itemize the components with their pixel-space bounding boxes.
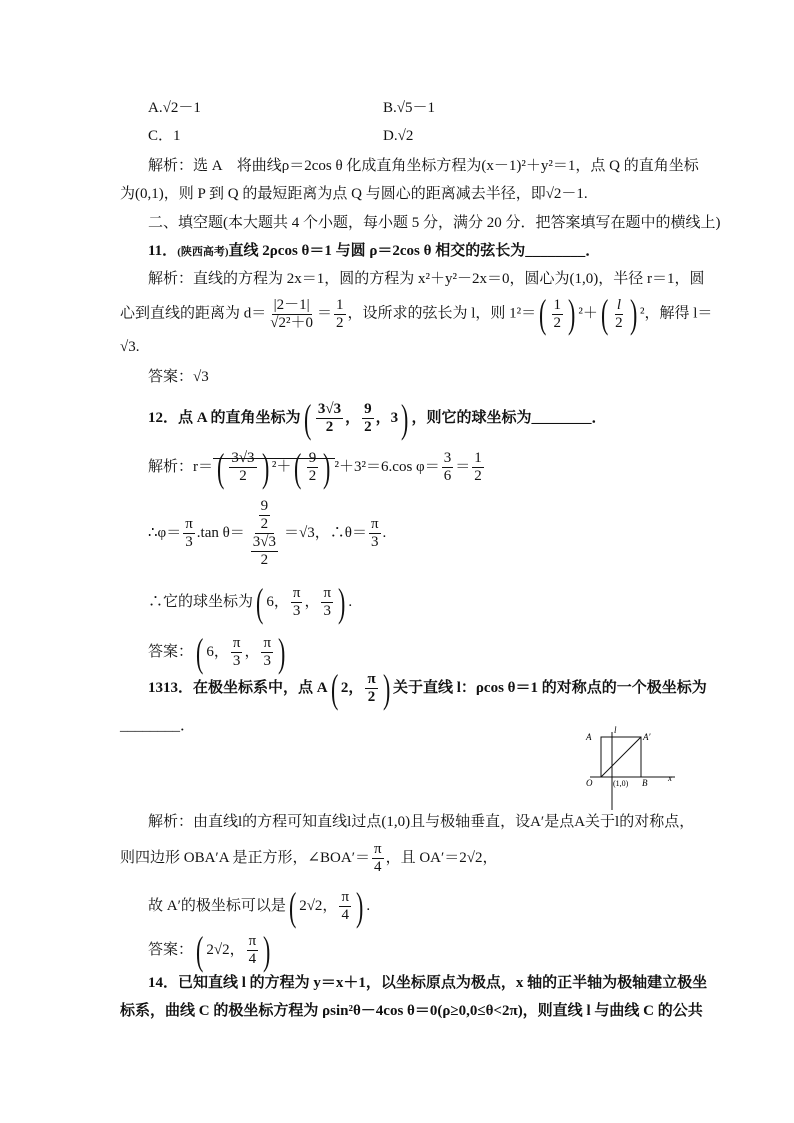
q12-solution-line1: 解析：r＝( $\frac{3√3}{2}$ ) ²＋( $\frac{9}{2}$ ) ²＋3²＝6.cos φ＝ $\frac{3}{6}$ ＝ $\frac{1}{2}$ [148,444,482,490]
fig-label-x: x [668,773,672,783]
q11-solution-line2: 心到直线的距离为 d＝ $\frac{|2-1|}{\text{√2²＋0}}$ ＝ $\frac{1}{2}$ ，设所求的弦长为 l，则 1²＝( $\frac{1}{2}$ ) ²＋( $\frac{l}{2}$ ) ²，解得 l＝ [120,291,713,336]
option-a: A.√2－1 [148,100,201,116]
option-b: B.√5－1 [383,100,435,116]
q10-solution-line2: 为(0,1)，则 P 到 Q 的最短距离为点 Q 与圆心的距离减去半径，即√2－1. [120,186,588,202]
q14-line2: 标系，曲线 C 的极坐标方程为 ρsin²θ－4cos θ＝0(ρ≥0,0≤θ<2π)，则直线 l 与曲线 C 的公共 [120,1003,703,1019]
q13-solution-line2: 则四边形 OBA′A 是正方形，∠BOA′＝ $\frac{\pi}{4}$ ，且 OA′＝2√2， [120,841,498,876]
section-heading: 二、填空题(本大题共 4 个小题，每小题 5 分，满分 20 分．把答案填写在题中的横线上) [148,215,721,231]
fig-label-B: B [642,778,648,788]
q11-solution-line3: √3. [120,339,140,355]
q13-solution-line1: 解析：由直线l的方程可知直线l过点(1,0)且与极轴垂直，设A′是点A关于l的对称点， [148,814,695,830]
q13-blank: ________． [120,718,196,734]
q13-question: 1313．在极坐标系中，点 A( 2， $\frac{\pi}{2}$ ) 关于直线 l：ρcos θ＝1 的对称点的一个极坐标为 [148,665,707,711]
q13-diagram [580,726,680,812]
q13-answer: 答案：( 2√2， $\frac{\pi}{4}$ ) [148,927,271,973]
fig-label-A-prime: A′ [643,732,651,742]
q12-question: 12．点 A 的直角坐标为( $\frac{3√3}{2}$ ， $\frac{9}{2}$ ，3) ，则它的球坐标为________． [148,395,607,441]
fig-label-l: l [614,726,617,735]
option-c: C．1 [148,128,181,144]
q11-answer: 答案：√3 [148,369,209,385]
q12-answer: 答案：( 6， $\frac{\pi}{3}$ ， $\frac{\pi}{3}$ ) [148,629,286,675]
fig-label-point: (1,0) [613,779,629,788]
q11-solution-line1: 解析：直线的方程为 2x＝1，圆的方程为 x²＋y²－2x＝0，圆心为(1,0)，半径 r＝1，圆 [148,271,705,287]
q12-solution-line2: ∴φ＝ $\frac{\pi}{3}$ .tan θ＝ $\frac{\frac{9}{2}}{\frac{3√3}{2}}$ ＝√3，∴θ＝ $\frac{\pi}{3}$ . [148,498,387,568]
q13-solution-line3: 故 A′的极坐标可以是( 2√2， $\frac{\pi}{4}$ ) . [148,883,371,929]
q14-line1: 14．已知直线 l 的方程为 y＝x＋1，以坐标原点为极点，x 轴的正半轴为极轴建立极坐 [148,975,708,991]
q12-solution-line3: ∴它的球坐标为( 6， $\frac{\pi}{3}$ ， $\frac{\pi}{3}$ ) . [148,579,353,625]
fig-label-O: O [586,778,593,788]
q10-solution-line1: 解析：选 A 将曲线ρ＝2cos θ 化成直角坐标方程为(x－1)²＋y²＝1，点 Q 的直角坐标 [148,158,699,174]
fig-label-A: A [586,732,592,742]
option-d: D.√2 [383,128,414,144]
q11-question: 11．(陕西高考)直线 2ρcos θ＝1 与圆 ρ＝2cos θ 相交的弦长为________． [148,243,601,259]
